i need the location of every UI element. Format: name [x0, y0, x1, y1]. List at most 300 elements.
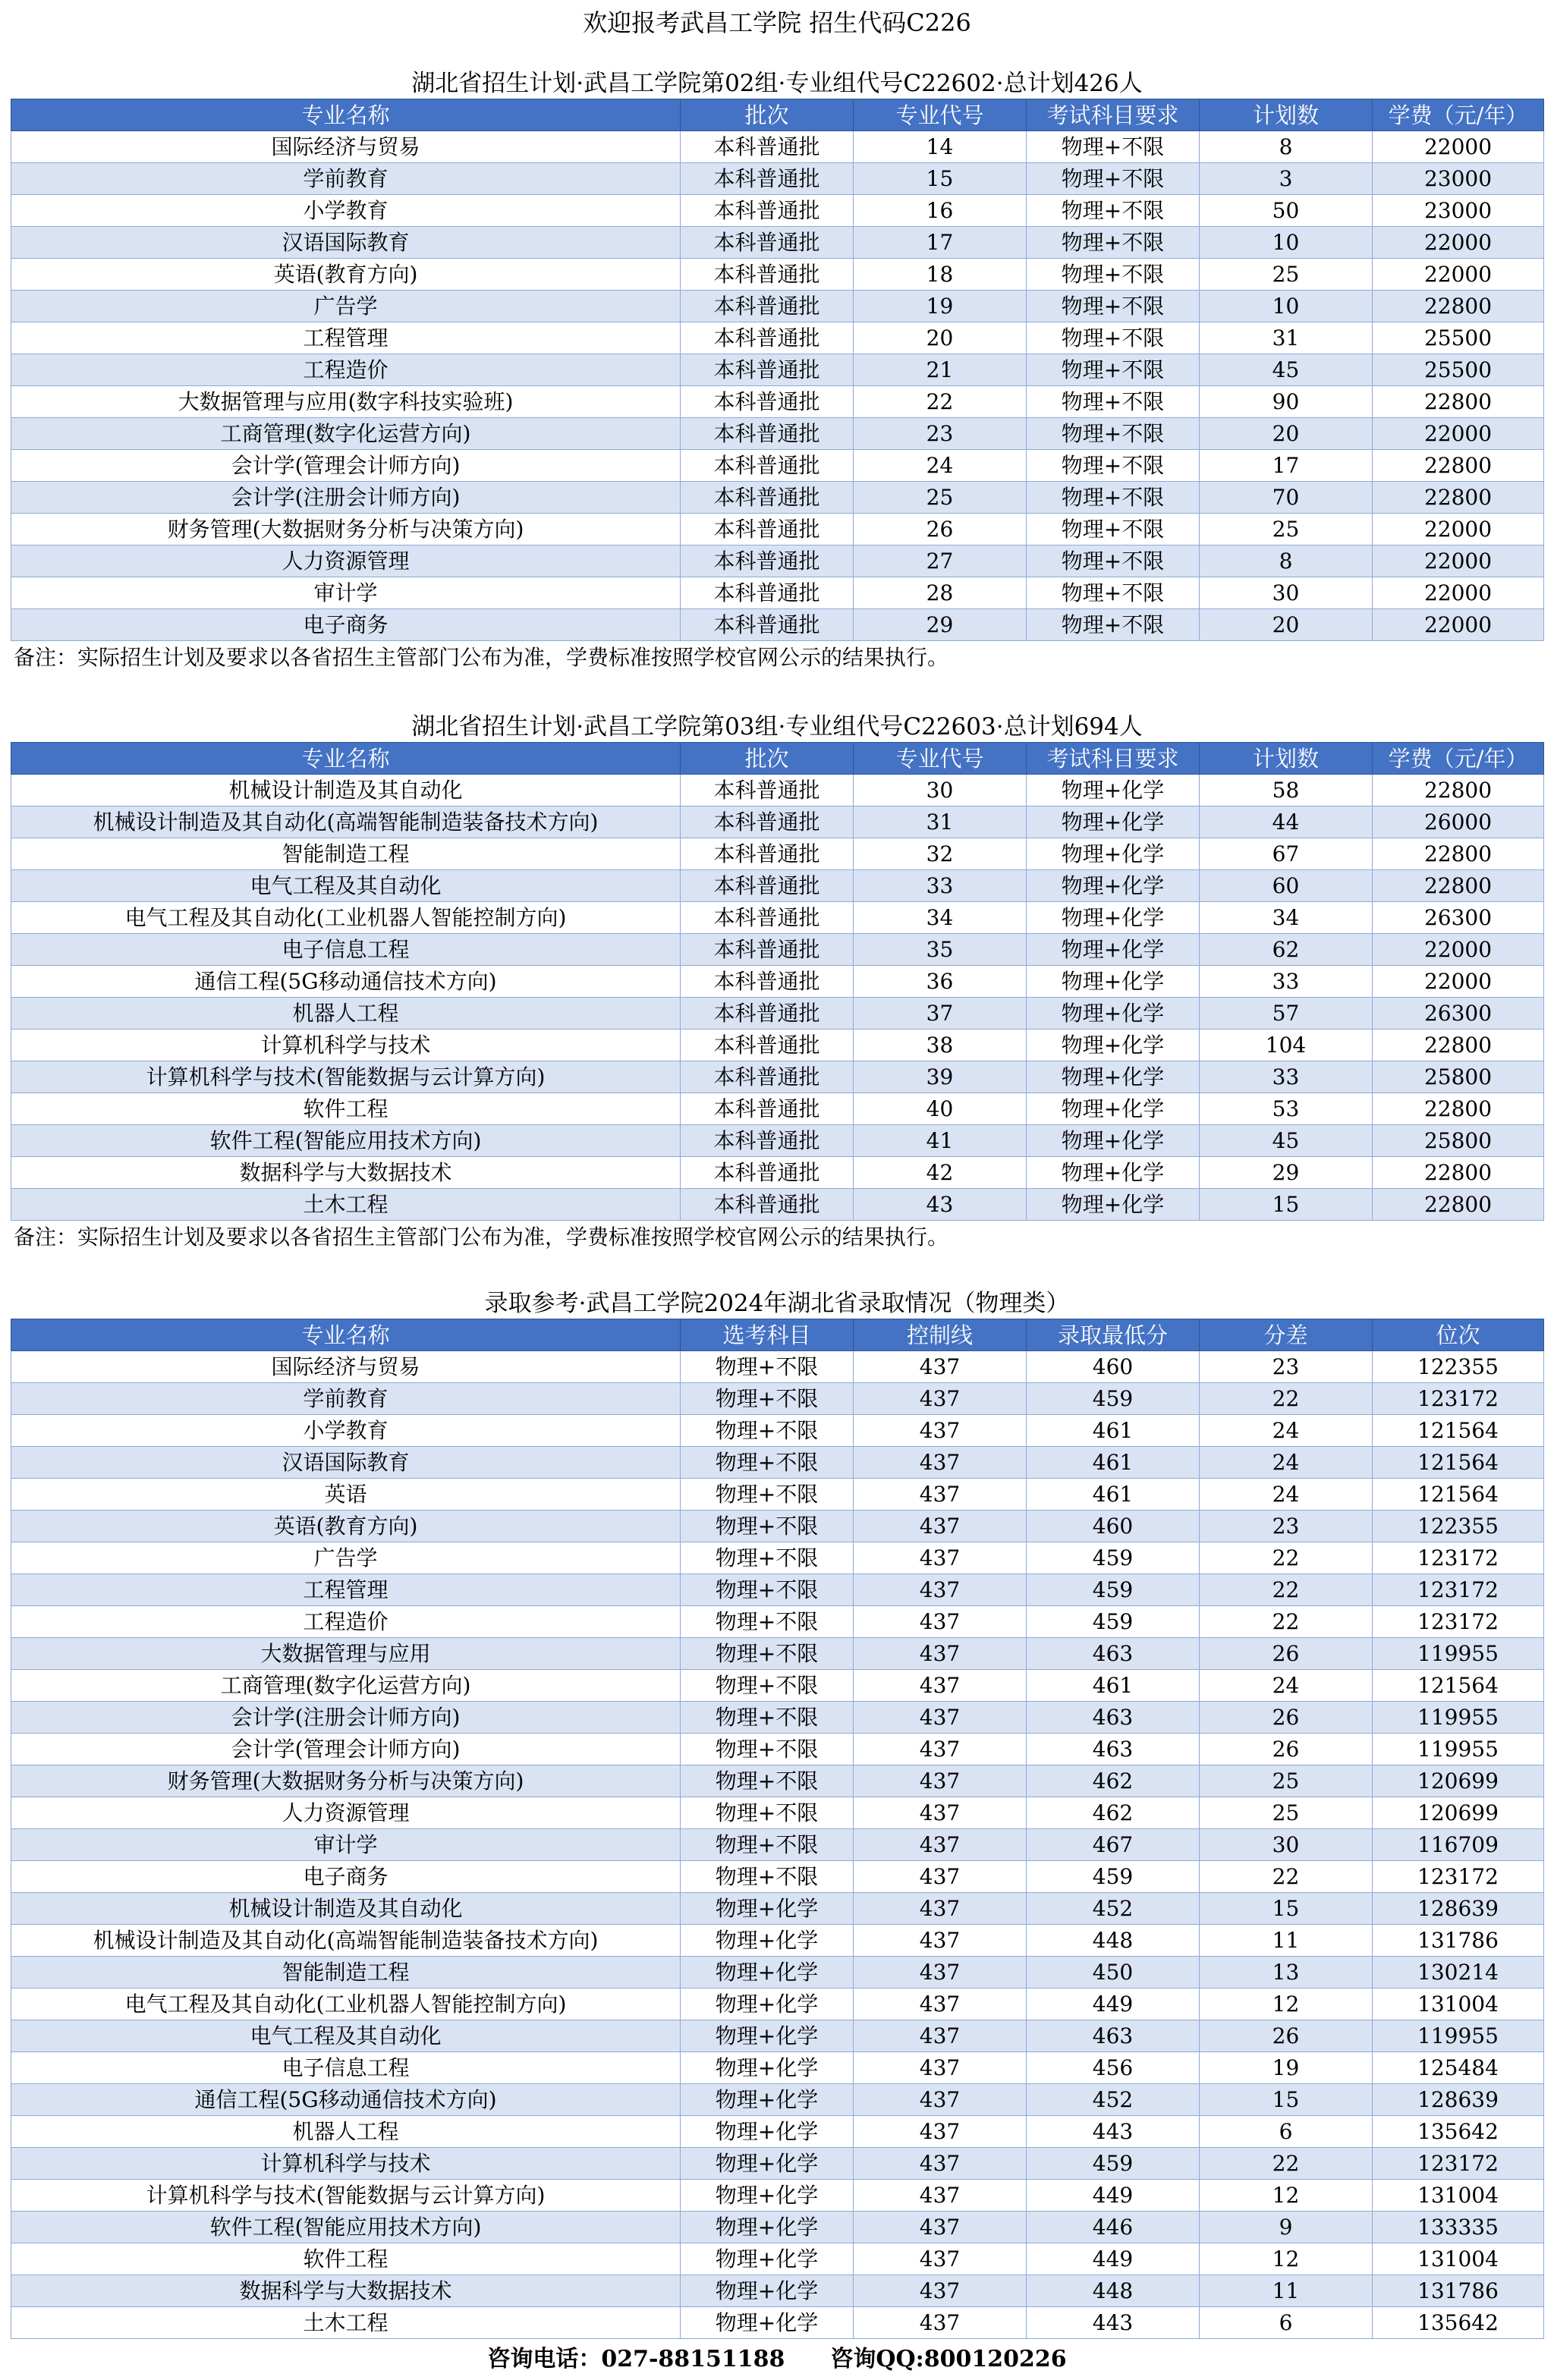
table-row	[11, 1061, 1544, 1093]
table-cell: 物理+不限	[1027, 163, 1200, 195]
table-cell: 12	[1200, 2243, 1373, 2275]
column-header: 专业名称	[11, 743, 681, 775]
contact-footer	[0, 2343, 1554, 2376]
table-cell: 22	[1200, 2148, 1373, 2180]
table-cell: 国际经济与贸易	[11, 1351, 681, 1383]
table-cell: 本科普通批	[681, 259, 854, 291]
table-cell: 459	[1027, 1383, 1200, 1415]
table-cell: 461	[1027, 1670, 1200, 1702]
table-cell: 449	[1027, 2243, 1200, 2275]
table-row	[11, 1125, 1544, 1157]
table-cell: 437	[854, 2084, 1027, 2116]
table-cell: 36	[854, 966, 1027, 998]
table-cell: 土木工程	[11, 2307, 681, 2339]
table-cell: 物理+不限	[1027, 450, 1200, 482]
table-row	[11, 1734, 1544, 1765]
table-cell: 15	[1200, 1893, 1373, 1925]
table-cell: 会计学(管理会计师方向)	[11, 450, 681, 482]
table-cell: 物理+不限	[1027, 322, 1200, 354]
table-header-row	[11, 1319, 1544, 1351]
table-cell: 物理+化学	[1027, 1189, 1200, 1221]
column-header: 考试科目要求	[1027, 99, 1200, 131]
table-cell: 大数据管理与应用	[11, 1638, 681, 1670]
table-cell: 50	[1200, 195, 1373, 227]
table-cell: 25500	[1373, 354, 1544, 386]
table-cell: 26300	[1373, 998, 1544, 1030]
table-cell: 22000	[1373, 934, 1544, 966]
table-cell: 32	[854, 838, 1027, 870]
table-cell: 29	[1200, 1157, 1373, 1189]
table-cell: 25500	[1373, 322, 1544, 354]
table-cell: 119955	[1373, 1702, 1544, 1734]
table-cell: 本科普通批	[681, 934, 854, 966]
table-cell: 20	[1200, 609, 1373, 641]
table-cell: 437	[854, 1511, 1027, 1542]
table-cell: 22	[1200, 1574, 1373, 1606]
table-row	[11, 386, 1544, 418]
table-cell: 462	[1027, 1765, 1200, 1797]
table-row	[11, 418, 1544, 450]
table-cell: 物理+不限	[1027, 514, 1200, 545]
table-cell: 130214	[1373, 1957, 1544, 1989]
table-cell: 131786	[1373, 1925, 1544, 1957]
table-cell: 23000	[1373, 163, 1544, 195]
table-cell: 122355	[1373, 1351, 1544, 1383]
table-cell: 本科普通批	[681, 577, 854, 609]
table-cell: 437	[854, 1638, 1027, 1670]
table-cell: 437	[854, 1606, 1027, 1638]
table-row	[11, 227, 1544, 259]
table-cell: 本科普通批	[681, 482, 854, 514]
table-cell: 本科普通批	[681, 195, 854, 227]
table-cell: 22	[1200, 1861, 1373, 1893]
table-cell: 33	[1200, 1061, 1373, 1093]
table-cell: 40	[854, 1093, 1027, 1125]
table-cell: 物理+化学	[1027, 775, 1200, 806]
table-row	[11, 163, 1544, 195]
table-cell: 120699	[1373, 1797, 1544, 1829]
table-cell: 15	[1200, 1189, 1373, 1221]
table-cell: 22000	[1373, 545, 1544, 577]
table-cell: 131004	[1373, 1989, 1544, 2020]
table-row	[11, 577, 1544, 609]
table-cell: 437	[854, 1925, 1027, 1957]
table-cell: 448	[1027, 2275, 1200, 2307]
table-cell: 121564	[1373, 1415, 1544, 1447]
table-row	[11, 966, 1544, 998]
table-cell: 数据科学与大数据技术	[11, 1157, 681, 1189]
table-cell: 460	[1027, 1511, 1200, 1542]
section-title-group-02: 湖北省招生计划·武昌工学院第02组·专业组代号C22602·总计划426人	[411, 70, 1143, 97]
table-cell: 工程造价	[11, 354, 681, 386]
table-row	[11, 1606, 1544, 1638]
table-cell: 物理+不限	[681, 1479, 854, 1511]
table-cell: 电气工程及其自动化(工业机器人智能控制方向)	[11, 902, 681, 934]
table-cell: 27	[854, 545, 1027, 577]
table-cell: 物理+化学	[1027, 838, 1200, 870]
table-cell: 国际经济与贸易	[11, 131, 681, 163]
table-cell: 22000	[1373, 966, 1544, 998]
table-cell: 120699	[1373, 1765, 1544, 1797]
table-row	[11, 1189, 1544, 1221]
table-cell: 24	[1200, 1479, 1373, 1511]
column-header: 专业代号	[854, 743, 1027, 775]
table-cell: 39	[854, 1061, 1027, 1093]
table-row	[11, 1829, 1544, 1861]
table-cell: 物理+不限	[681, 1861, 854, 1893]
table-cell: 大数据管理与应用(数字科技实验班)	[11, 386, 681, 418]
table-cell: 53	[1200, 1093, 1373, 1125]
table-cell: 3	[1200, 163, 1373, 195]
table-cell: 459	[1027, 1574, 1200, 1606]
table-cell: 24	[1200, 1670, 1373, 1702]
table-row	[11, 2212, 1544, 2243]
table-cell: 物理+不限	[681, 1415, 854, 1447]
table-cell: 452	[1027, 1893, 1200, 1925]
table-cell: 物理+化学	[1027, 902, 1200, 934]
table-row	[11, 2084, 1544, 2116]
table-row	[11, 998, 1544, 1030]
table-cell: 物理+不限	[1027, 386, 1200, 418]
table-cell: 机械设计制造及其自动化(高端智能制造装备技术方向)	[11, 1925, 681, 1957]
table-cell: 智能制造工程	[11, 838, 681, 870]
table-cell: 22000	[1373, 609, 1544, 641]
table-cell: 机器人工程	[11, 998, 681, 1030]
table-cell: 26300	[1373, 902, 1544, 934]
table-cell: 物理+化学	[1027, 870, 1200, 902]
table-cell: 23	[854, 418, 1027, 450]
column-header: 计划数	[1200, 743, 1373, 775]
table-cell: 人力资源管理	[11, 545, 681, 577]
table-cell: 物理+不限	[681, 1447, 854, 1479]
table-cell: 软件工程(智能应用技术方向)	[11, 1125, 681, 1157]
table-cell: 123172	[1373, 1861, 1544, 1893]
table-cell: 会计学(注册会计师方向)	[11, 1702, 681, 1734]
table-cell: 本科普通批	[681, 354, 854, 386]
table-row	[11, 514, 1544, 545]
table-cell: 12	[1200, 2180, 1373, 2212]
column-header: 批次	[681, 99, 854, 131]
table-cell: 437	[854, 1670, 1027, 1702]
table-row	[11, 2052, 1544, 2084]
table-cell: 英语(教育方向)	[11, 1511, 681, 1542]
table-cell: 工商管理(数字化运营方向)	[11, 418, 681, 450]
table-row	[11, 2307, 1544, 2339]
table-cell: 437	[854, 2212, 1027, 2243]
table-cell: 133335	[1373, 2212, 1544, 2243]
table-cell: 物理+不限	[1027, 131, 1200, 163]
table-cell: 物理+不限	[681, 1702, 854, 1734]
table-cell: 本科普通批	[681, 966, 854, 998]
table-cell: 本科普通批	[681, 609, 854, 641]
table-cell: 本科普通批	[681, 1061, 854, 1093]
table-cell: 20	[1200, 418, 1373, 450]
table-row	[11, 1989, 1544, 2020]
table-cell: 60	[1200, 870, 1373, 902]
table-cell: 26	[1200, 1702, 1373, 1734]
table-cell: 17	[854, 227, 1027, 259]
table-cell: 电气工程及其自动化	[11, 870, 681, 902]
table-cell: 会计学(管理会计师方向)	[11, 1734, 681, 1765]
table-row	[11, 1030, 1544, 1061]
table-row	[11, 195, 1544, 227]
column-header: 控制线	[854, 1319, 1027, 1351]
table-cell: 19	[854, 291, 1027, 322]
table-row	[11, 1093, 1544, 1125]
table-cell: 22800	[1373, 870, 1544, 902]
table-cell: 437	[854, 1765, 1027, 1797]
table-cell: 物理+化学	[681, 2212, 854, 2243]
table-cell: 15	[854, 163, 1027, 195]
table-cell: 汉语国际教育	[11, 227, 681, 259]
table-cell: 125484	[1373, 2052, 1544, 2084]
table-cell: 8	[1200, 545, 1373, 577]
table-cell: 437	[854, 1893, 1027, 1925]
table-cell: 22800	[1373, 838, 1544, 870]
table-row	[11, 259, 1544, 291]
table-cell: 22000	[1373, 227, 1544, 259]
table-cell: 物理+化学	[681, 2052, 854, 2084]
table-cell: 物理+化学	[1027, 806, 1200, 838]
table-row	[11, 609, 1544, 641]
table-cell: 本科普通批	[681, 545, 854, 577]
table-cell: 10	[1200, 227, 1373, 259]
table-cell: 459	[1027, 2148, 1200, 2180]
table-cell: 31	[1200, 322, 1373, 354]
table-cell: 物理+不限	[1027, 545, 1200, 577]
table-cell: 456	[1027, 2052, 1200, 2084]
table-cell: 121564	[1373, 1479, 1544, 1511]
table-cell: 34	[1200, 902, 1373, 934]
table-cell: 459	[1027, 1542, 1200, 1574]
column-header: 选考科目	[681, 1319, 854, 1351]
table-cell: 452	[1027, 2084, 1200, 2116]
table-cell: 450	[1027, 1957, 1200, 1989]
table-cell: 10	[1200, 291, 1373, 322]
table-cell: 57	[1200, 998, 1373, 1030]
table-cell: 437	[854, 2243, 1027, 2275]
table-cell: 机器人工程	[11, 2116, 681, 2148]
table-cell: 广告学	[11, 1542, 681, 1574]
table-cell: 24	[854, 450, 1027, 482]
table-cell: 11	[1200, 2275, 1373, 2307]
table-cell: 41	[854, 1125, 1027, 1157]
table-cell: 23	[1200, 1511, 1373, 1542]
table-cell: 物理+化学	[1027, 1125, 1200, 1157]
table-row	[11, 775, 1544, 806]
table-cell: 物理+不限	[681, 1829, 854, 1861]
table-cell: 机械设计制造及其自动化	[11, 1893, 681, 1925]
table-row	[11, 1670, 1544, 1702]
table-cell: 35	[854, 934, 1027, 966]
table-cell: 物理+不限	[681, 1765, 854, 1797]
table-cell: 智能制造工程	[11, 1957, 681, 1989]
table-cell: 437	[854, 2020, 1027, 2052]
table-row	[11, 1415, 1544, 1447]
table-cell: 会计学(注册会计师方向)	[11, 482, 681, 514]
column-header: 考试科目要求	[1027, 743, 1200, 775]
table-cell: 本科普通批	[681, 1157, 854, 1189]
table-cell: 22000	[1373, 259, 1544, 291]
table-cell: 电子信息工程	[11, 2052, 681, 2084]
table-row	[11, 1702, 1544, 1734]
table-header-row	[11, 99, 1544, 131]
table-cell: 本科普通批	[681, 1093, 854, 1125]
table-cell: 人力资源管理	[11, 1797, 681, 1829]
table-cell: 物理+不限	[681, 1638, 854, 1670]
table-cell: 物理+不限	[681, 1542, 854, 1574]
table-row	[11, 1797, 1544, 1829]
table-row	[11, 482, 1544, 514]
table-cell: 18	[854, 259, 1027, 291]
table-cell: 小学教育	[11, 1415, 681, 1447]
table-row	[11, 2275, 1544, 2307]
table-cell: 461	[1027, 1479, 1200, 1511]
table-row	[11, 545, 1544, 577]
table-cell: 工商管理(数字化运营方向)	[11, 1670, 681, 1702]
table-row	[11, 1383, 1544, 1415]
table-cell: 123172	[1373, 1606, 1544, 1638]
table-cell: 23000	[1373, 195, 1544, 227]
table-cell: 物理+不限	[681, 1797, 854, 1829]
table-cell: 财务管理(大数据财务分析与决策方向)	[11, 1765, 681, 1797]
table-cell: 26	[854, 514, 1027, 545]
table-row	[11, 838, 1544, 870]
table-cell: 工程造价	[11, 1606, 681, 1638]
table-cell: 本科普通批	[681, 1030, 854, 1061]
table-cell: 22800	[1373, 450, 1544, 482]
table-cell: 30	[1200, 577, 1373, 609]
table-cell: 90	[1200, 386, 1373, 418]
table-cell: 467	[1027, 1829, 1200, 1861]
table-cell: 29	[854, 609, 1027, 641]
table-cell: 123172	[1373, 2148, 1544, 2180]
table-cell: 62	[1200, 934, 1373, 966]
table-cell: 物理+化学	[681, 2116, 854, 2148]
table-cell: 物理+不限	[681, 1670, 854, 1702]
table-cell: 物理+化学	[1027, 1061, 1200, 1093]
table-row	[11, 322, 1544, 354]
table-cell: 本科普通批	[681, 131, 854, 163]
table-cell: 本科普通批	[681, 1125, 854, 1157]
table-cell: 物理+不限	[681, 1574, 854, 1606]
table-row	[11, 1351, 1544, 1383]
table-cell: 22	[854, 386, 1027, 418]
table-cell: 22	[1200, 1383, 1373, 1415]
table-cell: 31	[854, 806, 1027, 838]
table-cell: 计算机科学与技术	[11, 1030, 681, 1061]
table-cell: 123172	[1373, 1542, 1544, 1574]
table-cell: 437	[854, 2307, 1027, 2339]
column-header: 位次	[1373, 1319, 1544, 1351]
table-cell: 本科普通批	[681, 291, 854, 322]
table-cell: 119955	[1373, 1638, 1544, 1670]
table-cell: 电气工程及其自动化(工业机器人智能控制方向)	[11, 1989, 681, 2020]
table-cell: 116709	[1373, 1829, 1544, 1861]
table-cell: 437	[854, 2275, 1027, 2307]
table-cell: 26	[1200, 2020, 1373, 2052]
table-cell: 物理+化学	[681, 2020, 854, 2052]
table-cell: 物理+不限	[681, 1383, 854, 1415]
table-cell: 437	[854, 2052, 1027, 2084]
table-cell: 449	[1027, 1989, 1200, 2020]
table-cell: 软件工程	[11, 2243, 681, 2275]
table-cell: 22800	[1373, 1157, 1544, 1189]
column-header: 专业代号	[854, 99, 1027, 131]
table-cell: 460	[1027, 1351, 1200, 1383]
table-cell: 物理+化学	[681, 2180, 854, 2212]
table-cell: 计算机科学与技术	[11, 2148, 681, 2180]
table-cell: 物理+化学	[681, 2148, 854, 2180]
table-cell: 131004	[1373, 2180, 1544, 2212]
table-cell: 135642	[1373, 2116, 1544, 2148]
table-cell: 19	[1200, 2052, 1373, 2084]
table-cell: 461	[1027, 1447, 1200, 1479]
table-cell: 本科普通批	[681, 775, 854, 806]
table-cell: 22000	[1373, 577, 1544, 609]
table-cell: 广告学	[11, 291, 681, 322]
table-cell: 437	[854, 2180, 1027, 2212]
table-cell: 15	[1200, 2084, 1373, 2116]
column-header: 计划数	[1200, 99, 1373, 131]
table-row	[11, 1479, 1544, 1511]
table-row	[11, 1957, 1544, 1989]
table-cell: 123172	[1373, 1574, 1544, 1606]
table-cell: 22	[1200, 1542, 1373, 1574]
table-cell: 437	[854, 2148, 1027, 2180]
table-cell: 122355	[1373, 1511, 1544, 1542]
table-cell: 30	[1200, 1829, 1373, 1861]
table-cell: 本科普通批	[681, 514, 854, 545]
table-cell: 机械设计制造及其自动化(高端智能制造装备技术方向)	[11, 806, 681, 838]
table-cell: 463	[1027, 1638, 1200, 1670]
table-cell: 本科普通批	[681, 998, 854, 1030]
table-cell: 437	[854, 1383, 1027, 1415]
table-cell: 本科普通批	[681, 870, 854, 902]
table-cell: 物理+化学	[681, 2084, 854, 2116]
table-cell: 物理+化学	[681, 1925, 854, 1957]
table-cell: 21	[854, 354, 1027, 386]
table-cell: 物理+化学	[681, 1893, 854, 1925]
table-cell: 437	[854, 2116, 1027, 2148]
plan-table-group-03	[11, 742, 1544, 1221]
table-cell: 审计学	[11, 1829, 681, 1861]
table-cell: 119955	[1373, 2020, 1544, 2052]
table-cell: 70	[1200, 482, 1373, 514]
table-cell: 物理+不限	[1027, 418, 1200, 450]
table-cell: 物理+化学	[1027, 966, 1200, 998]
table-cell: 437	[854, 1734, 1027, 1765]
table-row	[11, 2020, 1544, 2052]
table-cell: 物理+化学	[681, 2243, 854, 2275]
table-cell: 42	[854, 1157, 1027, 1189]
table-cell: 物理+不限	[1027, 577, 1200, 609]
table-cell: 工程管理	[11, 322, 681, 354]
table-cell: 物理+不限	[1027, 482, 1200, 514]
table-cell: 437	[854, 1542, 1027, 1574]
contact-phone: 咨询电话：027-88151188	[487, 2346, 785, 2372]
table-cell: 463	[1027, 1734, 1200, 1765]
table-cell: 128639	[1373, 2084, 1544, 2116]
table-cell: 物理+化学	[1027, 1030, 1200, 1061]
table-cell: 45	[1200, 1125, 1373, 1157]
table-cell: 软件工程	[11, 1093, 681, 1125]
table-cell: 物理+化学	[1027, 1093, 1200, 1125]
table-cell: 22000	[1373, 418, 1544, 450]
table-cell: 12	[1200, 1989, 1373, 2020]
table-cell: 22800	[1373, 386, 1544, 418]
table-cell: 30	[854, 775, 1027, 806]
